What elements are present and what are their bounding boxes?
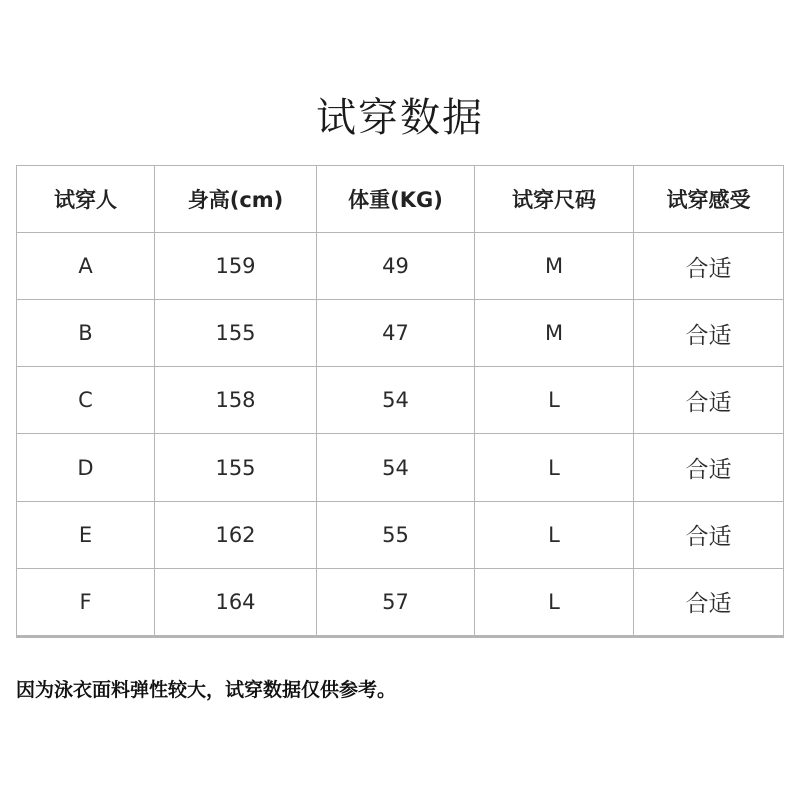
cell-feeling: 合适: [634, 568, 784, 636]
table-header-row: [17, 166, 784, 233]
cell-weight: 54: [317, 367, 475, 434]
header-height: 身高(cm): [155, 166, 317, 233]
table-row: [17, 367, 784, 434]
header-feeling: 试穿感受: [634, 166, 784, 233]
table-row: [17, 568, 784, 636]
cell-size: L: [475, 434, 634, 501]
cell-size: M: [475, 300, 634, 367]
cell-tester: B: [17, 300, 155, 367]
cell-height: 158: [155, 367, 317, 434]
cell-feeling: 合适: [634, 434, 784, 501]
cell-tester: C: [17, 367, 155, 434]
cell-tester: F: [17, 568, 155, 636]
cell-weight: 47: [317, 300, 475, 367]
table-row: [17, 233, 784, 300]
cell-weight: 49: [317, 233, 475, 300]
header-tester: 试穿人: [17, 166, 155, 233]
cell-height: 159: [155, 233, 317, 300]
cell-size: L: [475, 568, 634, 636]
cell-tester: E: [17, 501, 155, 568]
cell-tester: A: [17, 233, 155, 300]
header-size: 试穿尺码: [475, 166, 634, 233]
cell-size: M: [475, 233, 634, 300]
cell-height: 155: [155, 300, 317, 367]
disclaimer-note: 因为泳衣面料弹性较大，试穿数据仅供参考。: [16, 679, 397, 701]
fitting-data-table-container: [16, 165, 783, 638]
cell-feeling: 合适: [634, 233, 784, 300]
cell-feeling: 合适: [634, 367, 784, 434]
fitting-data-table: [16, 165, 784, 638]
cell-height: 164: [155, 568, 317, 636]
table-row: [17, 434, 784, 501]
cell-feeling: 合适: [634, 501, 784, 568]
cell-weight: 54: [317, 434, 475, 501]
cell-weight: 57: [317, 568, 475, 636]
cell-size: L: [475, 501, 634, 568]
cell-height: 162: [155, 501, 317, 568]
cell-height: 155: [155, 434, 317, 501]
cell-tester: D: [17, 434, 155, 501]
cell-size: L: [475, 367, 634, 434]
table-row: [17, 300, 784, 367]
page-title: 试穿数据: [316, 95, 484, 141]
cell-weight: 55: [317, 501, 475, 568]
header-weight: 体重(KG): [317, 166, 475, 233]
table-row: [17, 501, 784, 568]
cell-feeling: 合适: [634, 300, 784, 367]
